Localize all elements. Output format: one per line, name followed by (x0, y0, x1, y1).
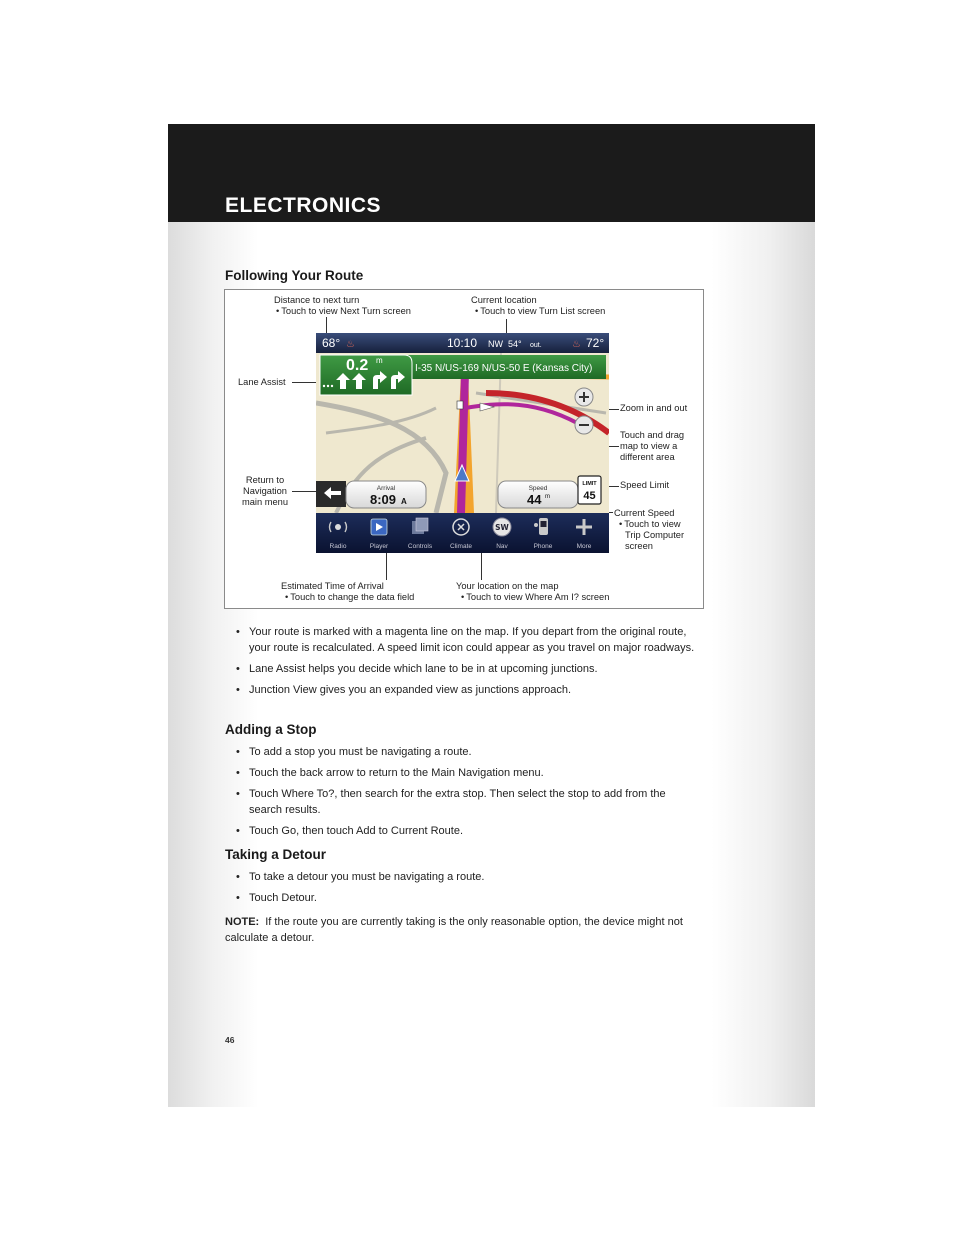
ext-temp: 54° (508, 339, 522, 349)
list-item: • To take a detour you must be navigating a route. (225, 869, 695, 885)
distance-unit: m (376, 356, 383, 365)
callout-drag-1: Touch and drag (620, 430, 685, 440)
nav-player-label: Player (369, 543, 389, 550)
inside-temp: 72° (586, 336, 605, 350)
callout-eta-title: Estimated Time of Arrival (281, 581, 384, 591)
list-item: • Junction View gives you an expanded view as junctions approach. (225, 682, 695, 698)
nav-compass-icon (493, 518, 511, 536)
list-item: • Touch Where To?, then search for the extra stop. Then select the stop to add from the search results. (225, 786, 695, 818)
distance-value: 0.2 (346, 357, 369, 374)
callout-distance (274, 295, 411, 317)
svg-text:SW: SW (495, 523, 509, 532)
speed-unit: m (545, 494, 550, 500)
outside-temp: 68° (322, 336, 341, 350)
nav-radio-label: Radio (329, 543, 347, 550)
callout-current-speed-title: Current Speed (614, 508, 675, 518)
list-item: • To add a stop you must be navigating a route. (225, 744, 695, 760)
callout-drag (620, 430, 684, 463)
nav-controls-label: Controls (407, 543, 433, 550)
callout-current-speed (614, 508, 684, 552)
header-band (168, 124, 815, 222)
callout-location-sub: • Touch to view Turn List screen (471, 306, 605, 317)
arrival-suffix: A (401, 497, 407, 506)
callout-zoom: Zoom in and out (620, 403, 688, 413)
callout-current-location (471, 295, 605, 317)
nav-screen-graphic (316, 333, 609, 553)
callout-current-speed-sub3: screen (625, 541, 653, 551)
callout-location-title: Current location (471, 295, 537, 305)
section-title: ELECTRONICS (225, 194, 382, 217)
speed-value: 44 (527, 492, 542, 507)
clock-time: 10:10 (447, 336, 478, 350)
callout-distance-title: Distance to next turn (274, 295, 360, 305)
callout-current-speed-sub1: • Touch to view (614, 519, 684, 530)
page-number: 46 (225, 1035, 235, 1045)
note-text: If the route you are currently taking is the only reasonable option, the device might not calculate a detour. (225, 916, 683, 944)
limit-label: LIMIT (582, 481, 597, 487)
list-item: • Touch the back arrow to return to the Main Navigation menu. (225, 765, 695, 781)
list-item: • Touch Go, then touch Add to Current Route. (225, 823, 695, 839)
arrival-time: 8:09 (370, 492, 397, 507)
speed-label: Speed (528, 485, 548, 492)
detour-bullets (225, 869, 695, 911)
callout-lane-assist: Lane Assist (238, 377, 286, 387)
heading-adding-stop: Adding a Stop (225, 722, 317, 737)
note-label: NOTE: (225, 916, 260, 928)
street-name: I-35 N/US-169 N/US-50 E (Kansas City) (415, 363, 593, 374)
callout-yourloc-sub: • Touch to view Where Am I? screen (456, 592, 609, 603)
callout-eta (281, 581, 414, 603)
seat-heat-right-icon: ♨ (572, 339, 581, 350)
nav-nav-label: Nav (496, 543, 508, 550)
callout-drag-3: different area (620, 452, 675, 462)
callout-your-location (456, 581, 609, 603)
callout-yourloc-title: Your location on the map (456, 581, 559, 591)
callout-speed-limit: Speed Limit (620, 480, 670, 490)
heading-following-route: Following Your Route (225, 268, 364, 283)
callout-return-1: Return to (245, 475, 285, 485)
manual-page (168, 124, 815, 1107)
nav-more-label: More (576, 543, 592, 550)
limit-value: 45 (583, 490, 596, 502)
callout-return (239, 475, 291, 508)
nav-climate-label: Climate (449, 543, 473, 550)
callout-return-3: main menu (242, 497, 288, 507)
list-item: • Touch Detour. (225, 890, 695, 906)
list-item: • Your route is marked with a magenta line on the map. If you depart from the original route, your route is recalculated. A speed limit icon could appear as you travel on major roadways. (225, 624, 695, 656)
nav-screen[interactable] (316, 333, 609, 553)
adding-bullets (225, 744, 695, 844)
list-item: • Lane Assist helps you decide which lane to be in at upcoming junctions. (225, 661, 695, 677)
navigation-figure (224, 289, 704, 609)
callout-current-speed-sub2: Trip Computer (625, 530, 685, 540)
ext-label: out. (530, 342, 542, 349)
following-bullets (225, 624, 695, 703)
nav-phone-label: Phone (533, 543, 553, 550)
callout-distance-sub: • Touch to view Next Turn screen (274, 306, 411, 317)
callout-drag-2: map to view a (620, 441, 678, 451)
callout-eta-sub: • Touch to change the data field (281, 592, 414, 603)
arrival-label: Arrival (376, 485, 396, 492)
heading-label: NW (488, 339, 503, 349)
route-line (461, 373, 465, 513)
heading-taking-detour: Taking a Detour (225, 847, 327, 862)
callout-return-2: Navigation (243, 486, 287, 496)
seat-heat-left-icon: ♨ (346, 339, 355, 350)
player-icon (371, 519, 387, 535)
note (225, 914, 695, 946)
